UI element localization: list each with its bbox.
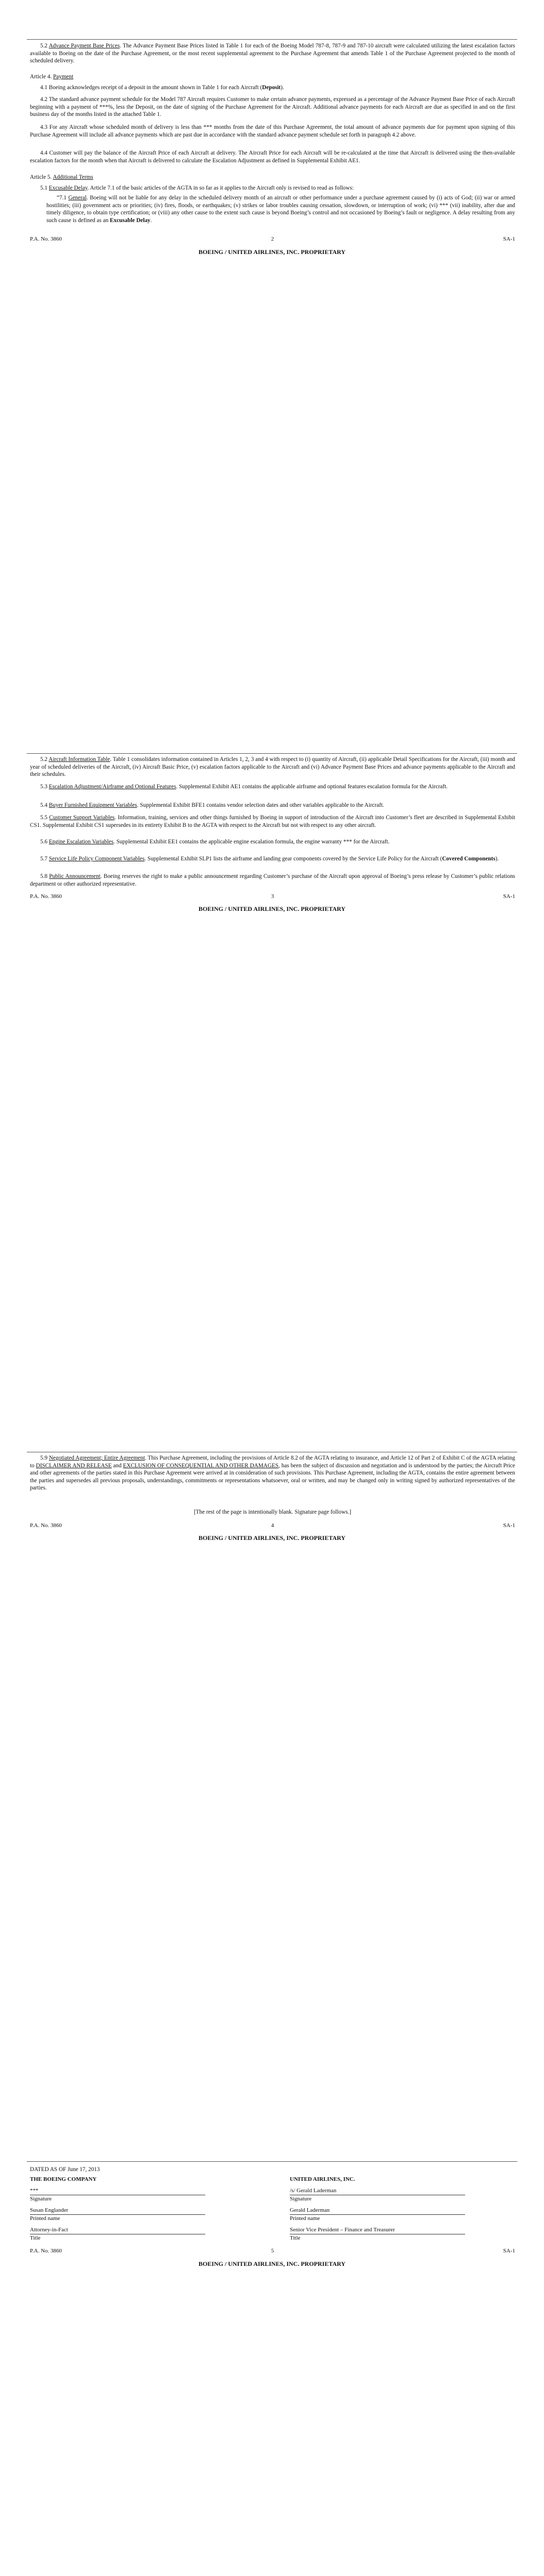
- paragraph-5-4: 5.4 Buyer Furnished Equipment Variables. Supplemental Exhibit BFE1 contains vendor selection dates and other variables applicable to the Aircraft.: [40, 802, 384, 808]
- paragraph-5-7: 5.7 Service Life Policy Component Variables. Supplemental Exhibit SLP1 lists the airframe and landing gear components covered by the Service Life Policy for the Aircraft (Covered Components).: [40, 856, 499, 862]
- paragraph-4-4: 4.4 Customer will pay the balance of the Aircraft Price of each Aircraft at delivery. The Aircraft Price for each Aircraft will be re-calculated at the time that Aircraft is delivered using the then-available escalation factors for the month when that Aircraft is delivered to calculate the Escalation Adjustment as defined in Supplemental Exhibit AE1.: [30, 150, 515, 164]
- boeing-signature-block: [30, 2176, 205, 2241]
- footer-sa-label: SA-1: [503, 2248, 515, 2254]
- page-footer: [30, 1522, 515, 1530]
- boeing-signature: ***: [30, 2188, 39, 2194]
- paragraph-5-5: 5.5 Customer Support Variables. Information, training, services and other things furnished by Boeing in support of introduction of the Aircraft into Customer’s fleet are described in Supplemental Exhibit CS1. Supplemental Exhibit CS1 supersedes in its entirety Exhibit B to the AGTA with respect to the Aircraft but not with respect to any other aircraft.: [30, 815, 516, 828]
- page-footer: [30, 2248, 515, 2255]
- paragraph-5-3: 5.3 Escalation Adjustment/Airframe and Optional Features. Supplemental Exhibit AE1 contains the applicable airframe and optional features escalation formula for the Aircraft.: [40, 784, 448, 790]
- paragraph-4-3: 4.3 For any Aircraft whose scheduled month of delivery is less than *** months from the date of this Purchase Agreement, the total amount of advance payments due for payment upon signing of this Purchase Agreement will include all advance payments which are past due in accordance with the standard advance payment schedule set forth in paragraph 4.2 above.: [30, 124, 515, 138]
- proprietary-banner: BOEING / UNITED AIRLINES, INC. PROPRIETARY: [198, 2260, 346, 2267]
- footer-pa-number: P.A. No. 3860: [30, 893, 62, 900]
- page-top-rule: [27, 39, 517, 40]
- article-4-heading: Article 4. Payment: [30, 74, 74, 80]
- title-label: Title: [290, 2234, 465, 2241]
- paragraph-4-1: 4.1 Boeing acknowledges receipt of a deposit in the amount shown in Table 1 for each Aircraft (Deposit).: [40, 84, 284, 91]
- footer-sa-label: SA-1: [503, 236, 515, 242]
- printed-name-label: Printed name: [290, 2214, 465, 2222]
- boeing-title: Attorney-in-Fact: [30, 2227, 68, 2233]
- united-title: Senior Vice President – Finance and Treasurer: [290, 2227, 395, 2233]
- paragraph-5-8: 5.8 Public Announcement. Boeing reserves the right to make a public announcement regarding Customer’s purchase of the Aircraft upon approval of Boeing’s press release by Customer’s public relations department or other authorized representative.: [30, 873, 516, 887]
- paragraph-5-2: 5.2 Advance Payment Base Prices. The Advance Payment Base Prices listed in Table 1 for each of the Boeing Model 787-8, 787-9 and 787-10 aircraft were calculated utilizing the latest escalation factors available to Boeing on the date of the Purchase Agreement, or the most recent supplemental agreement to the Purchase Agreement that amends Table 1 of the Purchase Agreement projected to the month of scheduled delivery.: [30, 43, 516, 64]
- boeing-printed-name: Susan Englander: [30, 2207, 69, 2213]
- footer-page-number: 4: [271, 1522, 274, 1529]
- paragraph-5-1: 5.1 Excusable Delay. Article 7.1 of the basic articles of the AGTA in so far as it applies to the Aircraft only is revised to read as follows:: [40, 185, 354, 191]
- footer-pa-number: P.A. No. 3860: [30, 2248, 62, 2254]
- footer-page-number: 3: [271, 893, 274, 900]
- footer-page-number: 2: [271, 236, 274, 242]
- page-top-rule: [27, 2161, 517, 2162]
- boeing-party-name: THE BOEING COMPANY: [30, 2176, 97, 2182]
- proprietary-banner: BOEING / UNITED AIRLINES, INC. PROPRIETARY: [198, 905, 346, 912]
- page-footer: [30, 893, 515, 901]
- united-party-name: UNITED AIRLINES, INC.: [290, 2176, 355, 2182]
- dated-line: DATED AS OF June 17, 2013: [30, 2166, 100, 2173]
- footer-pa-number: P.A. No. 3860: [30, 236, 62, 242]
- proprietary-banner: BOEING / UNITED AIRLINES, INC. PROPRIETARY: [198, 1534, 346, 1541]
- footer-page-number: 5: [271, 2248, 274, 2254]
- paragraph-5-9: 5.9 Negotiated Agreement; Entire Agreement. This Purchase Agreement, including the provisions of Article 8.2 of the AGTA relating to insurance, and Article 12 of Part 2 of Exhibit C of the AGTA relating to DISCLAIMER AND RELEASE and EXCLUSION OF CONSEQUENTIAL AND OTHER DAMAGES, has been the subject of discussion and negotiation and is understood by the parties; the Aircraft Price and other agreements of the parties stated in this Purchase Agreement were arrived at in consideration of such provisions. This Purchase Agreement, including the AGTA, contains the entire agreement between the parties and supersedes all previous proposals, understandings, commitments or representations whatsoever, oral or written, and may be changed only in writing signed by authorized representatives of the parties.: [30, 1455, 515, 1491]
- paragraph-7-1-quote: “7.1 General. Boeing will not be liable for any delay in the scheduled delivery month of an aircraft or other performance under a purchase agreement caused by (i) acts of God; (ii) war or armed hostilities; (iii) government acts or priorities; (iv) fires, floods, or earthquakes; (v) strikes or labor troubles causing cessation, slowdown, or interruption of work; (vi) *** (vii) inability, after due and timely diligence, to obtain type certification; or (viii) any other cause to the extent such cause is beyond Boeing’s control and not occasioned by Boeing’s fault or negligence. A delay resulting from any such cause is defined as an Excusable Delay.: [46, 195, 515, 224]
- intentionally-blank-note: [The rest of the page is intentionally blank. Signature page follows.]: [193, 1509, 352, 1515]
- footer-sa-label: SA-1: [503, 893, 515, 900]
- proprietary-banner: BOEING / UNITED AIRLINES, INC. PROPRIETARY: [198, 248, 346, 256]
- printed-name-label: Printed name: [30, 2214, 205, 2222]
- paragraph-4-2: 4.2 The standard advance payment schedule for the Model 787 Aircraft requires Customer to make certain advance payments, expressed as a percentage of the Advance Payment Base Price of each Aircraft beginning with a payment of ***%, less the Deposit, on the date of signing of the Purchase Agreement for the Aircraft. Additional advance payments for each Aircraft are due as specified in and on the first business day of the months listed in the attached Table 1.: [30, 96, 515, 117]
- page-top-rule: [27, 753, 517, 754]
- signature-label: Signature: [30, 2195, 205, 2202]
- united-signature-block: [290, 2176, 465, 2241]
- title-label: Title: [30, 2234, 205, 2241]
- page-footer: [30, 236, 515, 243]
- paragraph-5-2-table: 5.2 Aircraft Information Table. Table 1 consolidates information contained in Articles 1, 2, 3 and 4 with respect to (i) quantity of Aircraft, (ii) applicable Detail Specifications for the Aircraft, (iii) month and year of scheduled deliveries of the Aircraft, (iv) Aircraft Basic Price, (v) escalation factors applicable to the Aircraft and (vi) Advance Payment Base Prices and advance payments applicable to the Aircraft and their schedules.: [30, 756, 515, 777]
- footer-sa-label: SA-1: [503, 1522, 515, 1529]
- paragraph-5-6: 5.6 Engine Escalation Variables. Supplemental Exhibit EE1 contains the applicable engine escalation formula, the engine warranty *** for the Aircraft.: [40, 839, 390, 845]
- signature-label: Signature: [290, 2195, 465, 2202]
- united-printed-name: Gerald Laderman: [290, 2207, 330, 2213]
- footer-pa-number: P.A. No. 3860: [30, 1522, 62, 1529]
- united-signature: /s/ Gerald Laderman: [290, 2188, 337, 2194]
- article-5-heading: Article 5. Additional Terms: [30, 174, 93, 180]
